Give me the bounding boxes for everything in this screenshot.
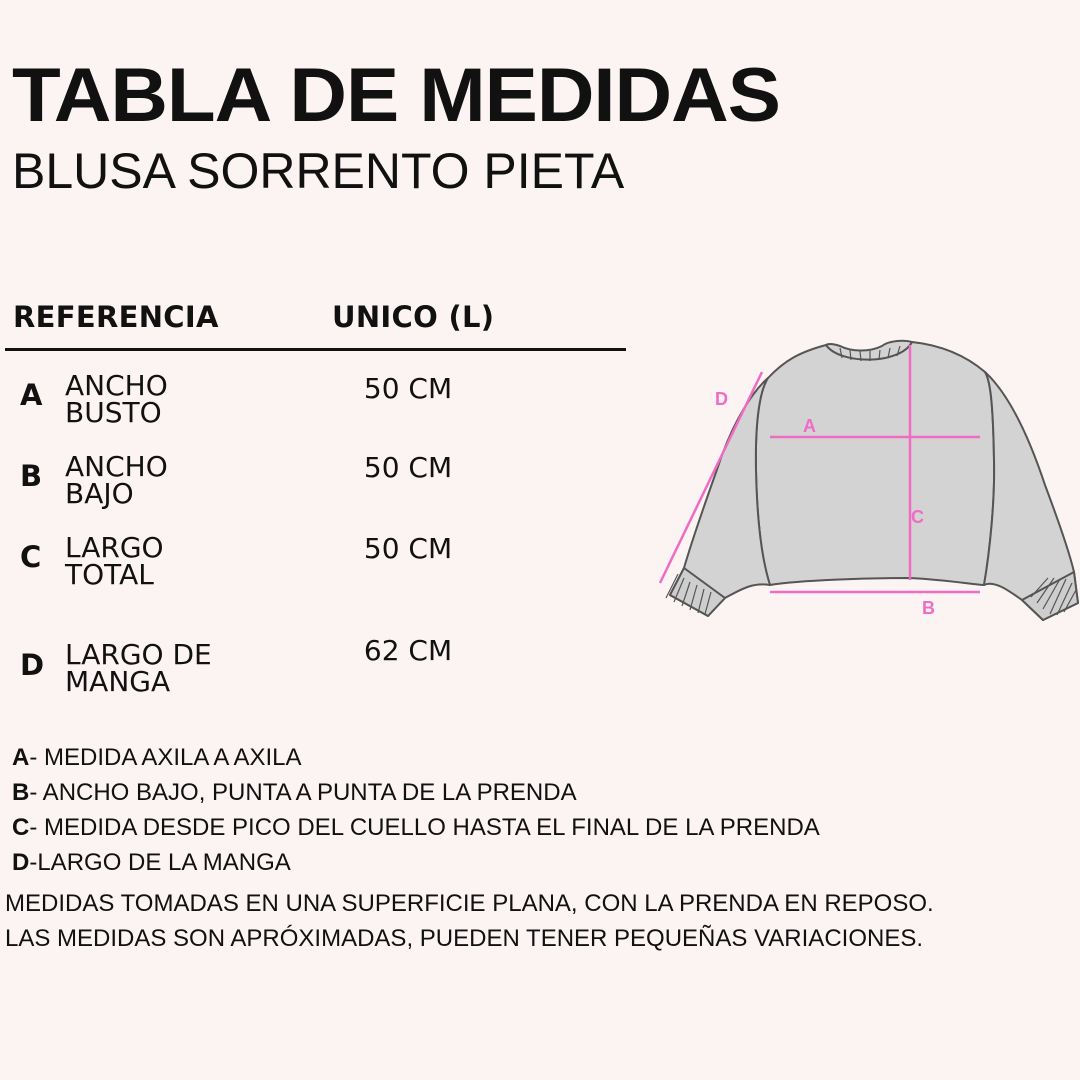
column-header-reference: REFERENCIA bbox=[13, 300, 219, 334]
measurement-legend bbox=[12, 740, 820, 880]
header-divider bbox=[5, 348, 626, 351]
table-row bbox=[0, 532, 640, 612]
legend-text: - ANCHO BAJO, PUNTA A PUNTA DE LA PRENDA bbox=[29, 779, 577, 806]
table-row bbox=[0, 634, 640, 720]
row-label bbox=[65, 450, 265, 510]
diagram-label-c: C bbox=[911, 507, 924, 527]
row-label-line: MANGA bbox=[65, 665, 171, 698]
table-row bbox=[0, 451, 640, 531]
legend-text: - MEDIDA DESDE PICO DEL CUELLO HASTA EL FINAL DE LA PRENDA bbox=[29, 814, 820, 841]
row-label-line: TOTAL bbox=[65, 558, 154, 591]
row-value: 62 CM bbox=[363, 634, 453, 667]
row-label-line: LARGO bbox=[65, 531, 164, 564]
row-value: 50 CM bbox=[363, 532, 453, 565]
legend-letter: B bbox=[12, 779, 30, 806]
diagram-label-b: B bbox=[922, 598, 935, 618]
legend-item bbox=[12, 810, 820, 845]
row-letter: C bbox=[20, 540, 42, 574]
row-label-line: BAJO bbox=[65, 477, 134, 510]
legend-item bbox=[12, 740, 820, 775]
sweater-body bbox=[756, 342, 994, 585]
column-header-size: UNICO (L) bbox=[332, 300, 495, 334]
disclaimer-line: LAS MEDIDAS SON APRÓXIMADAS, PUEDEN TENER PEQUEÑAS VARIACIONES. bbox=[5, 925, 923, 952]
diagram-label-d: D bbox=[715, 389, 728, 409]
row-letter: B bbox=[20, 459, 43, 493]
product-name: BLUSA SORRENTO PIETA bbox=[12, 143, 625, 199]
row-label bbox=[65, 638, 265, 698]
diagram-label-a: A bbox=[803, 416, 816, 436]
row-label-line: ANCHO bbox=[65, 369, 168, 402]
row-letter: A bbox=[20, 378, 43, 412]
row-value: 50 CM bbox=[363, 372, 453, 405]
page-title: TABLA DE MEDIDAS bbox=[12, 53, 780, 138]
row-label-line: ANCHO bbox=[65, 450, 168, 483]
row-value: 50 CM bbox=[363, 451, 453, 484]
row-letter: D bbox=[20, 648, 45, 682]
legend-item bbox=[12, 845, 820, 880]
row-label-line: LARGO DE bbox=[65, 638, 212, 671]
legend-letter: A bbox=[12, 744, 30, 771]
row-label bbox=[65, 369, 265, 429]
disclaimer-line: MEDIDAS TOMADAS EN UNA SUPERFICIE PLANA, CON LA PRENDA EN REPOSO. bbox=[5, 890, 934, 917]
sweater-measurement-diagram bbox=[650, 330, 1080, 650]
legend-text: - MEDIDA AXILA A AXILA bbox=[29, 744, 302, 771]
legend-letter: C bbox=[12, 814, 30, 841]
legend-text: -LARGO DE LA MANGA bbox=[29, 849, 291, 876]
row-label-line: BUSTO bbox=[65, 396, 162, 429]
legend-letter: D bbox=[12, 849, 30, 876]
row-label bbox=[65, 531, 265, 591]
table-row bbox=[0, 370, 640, 450]
legend-item bbox=[12, 775, 820, 810]
measurement-disclaimer bbox=[5, 886, 934, 956]
